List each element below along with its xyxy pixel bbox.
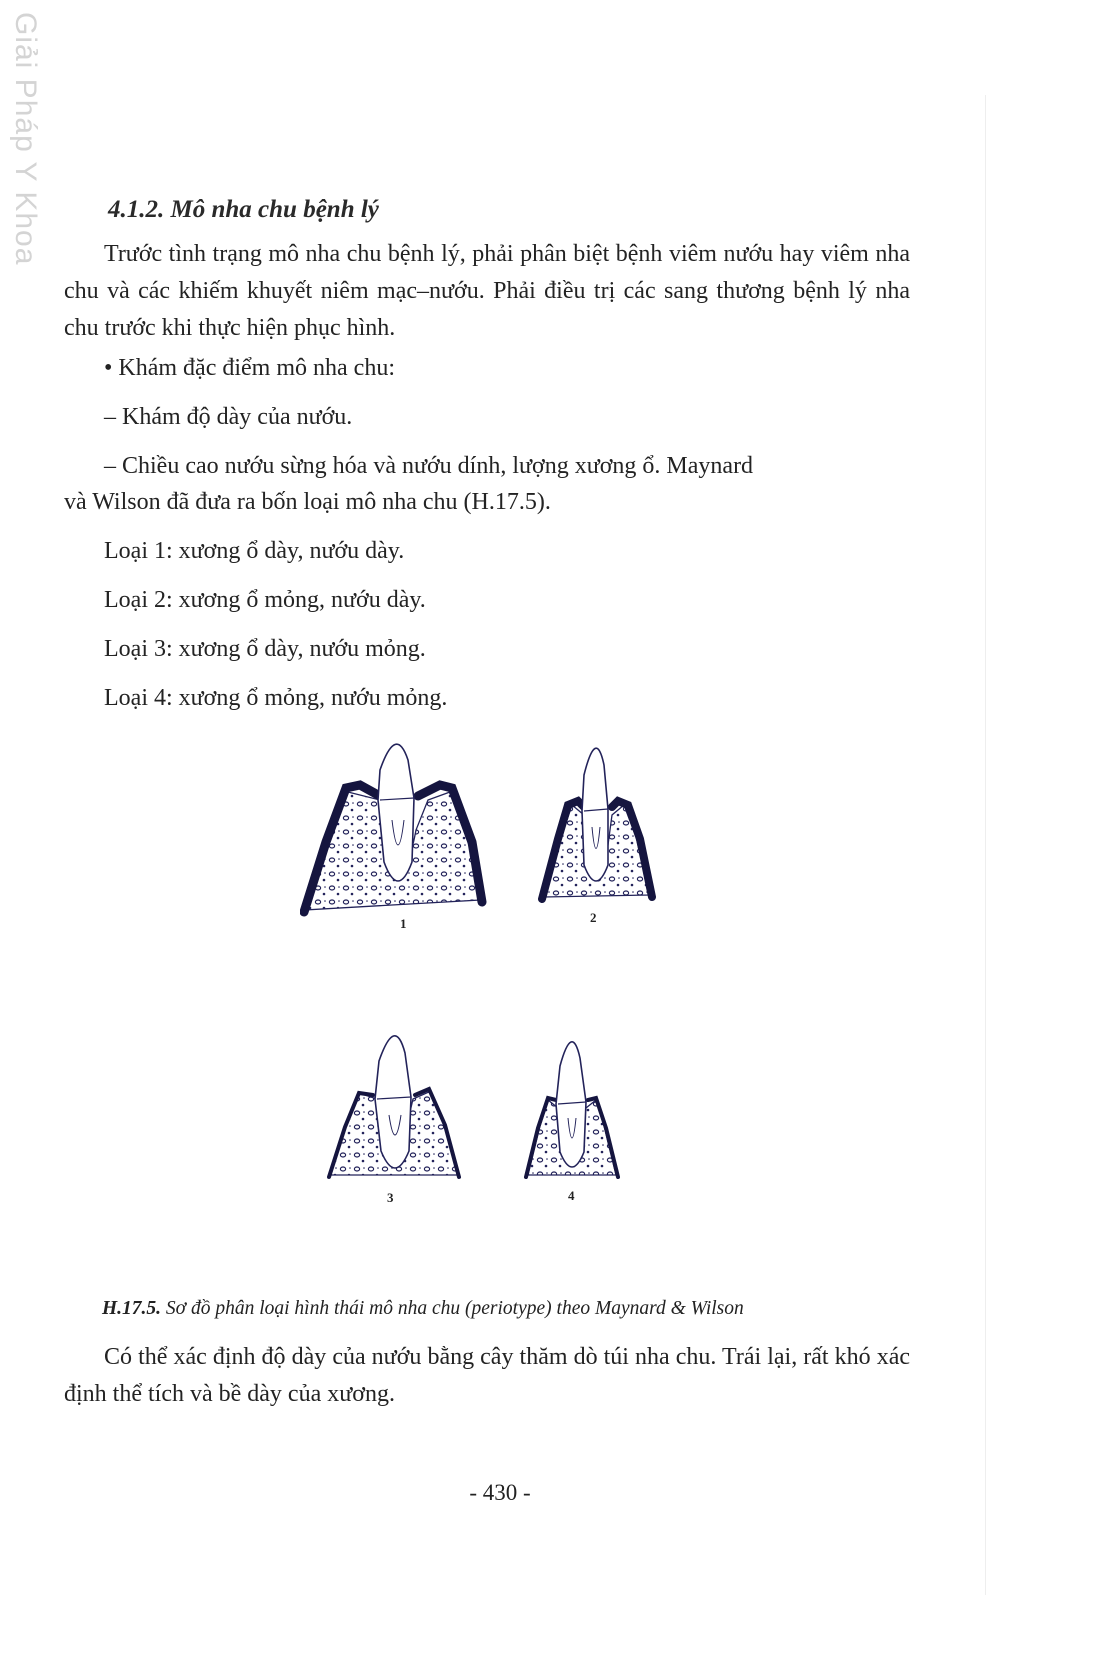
figure-caption [102,1298,902,1320]
dash-item-1: – Khám độ dày của nướu. [104,404,353,430]
paragraph-intro: Trước tình trạng mô nha chu bệnh lý, phải phân biệt bệnh viêm nướu hay viêm nha chu và các khiếm khuyết niêm mạc–nướu. Phải điều trị các sang thương bệnh lý nha chu trước khi thực hiện phục hình. [64,241,910,341]
figure-label-4: 4 [568,1188,575,1203]
figure-label-2: 2 [590,910,597,925]
periotype-diagram-1 [300,730,490,920]
watermark: Giải Pháp Y Khoa [9,12,42,266]
periotype-diagram-2 [538,735,658,910]
figure-label-3: 3 [387,1190,394,1205]
dash-item-2-line-1: – Chiều cao nướu sừng hóa và nướu dính, lượng xương ổ. Maynard [104,453,754,479]
caption-text: Sơ đồ phân loại hình thái mô nha chu (periotype) theo Maynard & Wilson [161,1298,744,1319]
scan-edge-line [985,95,986,1595]
type-4: Loại 4: xương ổ mỏng, nướu mỏng. [104,685,448,711]
figure-label-1: 1 [400,916,407,931]
paragraph-closing: Có thể xác định độ dày của nướu bằng cây thăm dò túi nha chu. Trái lại, rất khó xác định thể tích và bề dày của xương. [64,1344,910,1407]
dash-item-2-line-2: và Wilson đã đưa ra bốn loại mô nha chu (H.17.5). [64,489,551,515]
caption-label: H.17.5. [102,1298,162,1319]
periotype-diagram-4 [522,1030,622,1190]
type-2: Loại 2: xương ổ mỏng, nướu dày. [104,587,426,613]
type-3: Loại 3: xương ổ dày, nướu mỏng. [104,636,426,662]
page-number: - 430 - [469,1480,531,1505]
bullet-exam: • Khám đặc điểm mô nha chu: [104,355,395,381]
section-heading: 4.1.2. Mô nha chu bệnh lý [108,196,379,223]
type-1: Loại 1: xương ổ dày, nướu dày. [104,538,405,564]
periotype-diagram-3 [325,1025,465,1195]
